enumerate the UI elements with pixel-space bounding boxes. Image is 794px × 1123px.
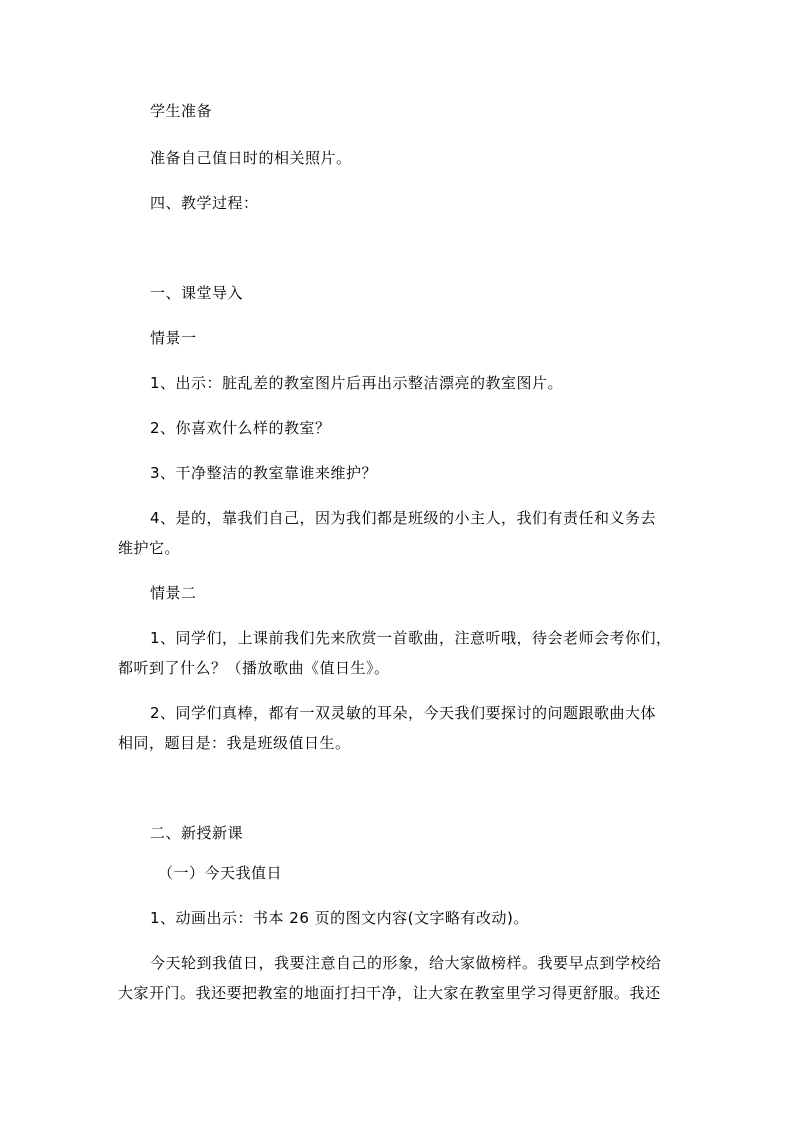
list-item: 1、动画出示：书本 26 页的图文内容(文字略有改动)。 <box>150 909 529 927</box>
heading-teaching-process: 四、教学过程： <box>150 194 259 212</box>
list-item: 1、出示：脏乱差的教室图片后再出示整洁漂亮的教室图片。 <box>150 374 564 392</box>
list-item: 2、你喜欢什么样的教室？ <box>150 419 331 437</box>
subheading-scene-one: 情景一 <box>150 329 197 347</box>
subheading-scene-two: 情景二 <box>150 584 197 602</box>
heading-student-preparation: 学生准备 <box>150 102 213 120</box>
heading-new-lesson: 二、新授新课 <box>150 824 244 842</box>
list-item-continuation: 相同，题目是：我是班级值日生。 <box>118 734 351 752</box>
heading-class-introduction: 一、课堂导入 <box>150 284 244 302</box>
paragraph: 准备自己值日时的相关照片。 <box>150 149 352 167</box>
list-item: 2、同学们真棒，都有一双灵敏的耳朵，今天我们要探讨的问题跟歌曲大体 <box>150 704 657 722</box>
list-item-continuation: 都听到了什么？（播放歌曲《值日生》。 <box>118 659 390 677</box>
list-item-continuation: 维护它。 <box>118 539 181 557</box>
subheading-today-on-duty: （一）今天我值日 <box>158 864 283 882</box>
list-item: 1、同学们，上课前我们先来欣赏一首歌曲，注意听哦，待会老师会考你们， <box>150 629 672 647</box>
paragraph-continuation: 大家开门。我还要把教室的地面打扫干净，让大家在教室里学习得更舒服。我还 <box>118 984 661 1002</box>
list-item: 4、是的，靠我们自己，因为我们都是班级的小主人，我们有责任和义务去 <box>150 509 657 527</box>
paragraph: 今天轮到我值日，我要注意自己的形象，给大家做榜样。我要早点到学校给 <box>150 954 662 972</box>
list-item: 3、干净整洁的教室靠谁来维护？ <box>150 464 378 482</box>
